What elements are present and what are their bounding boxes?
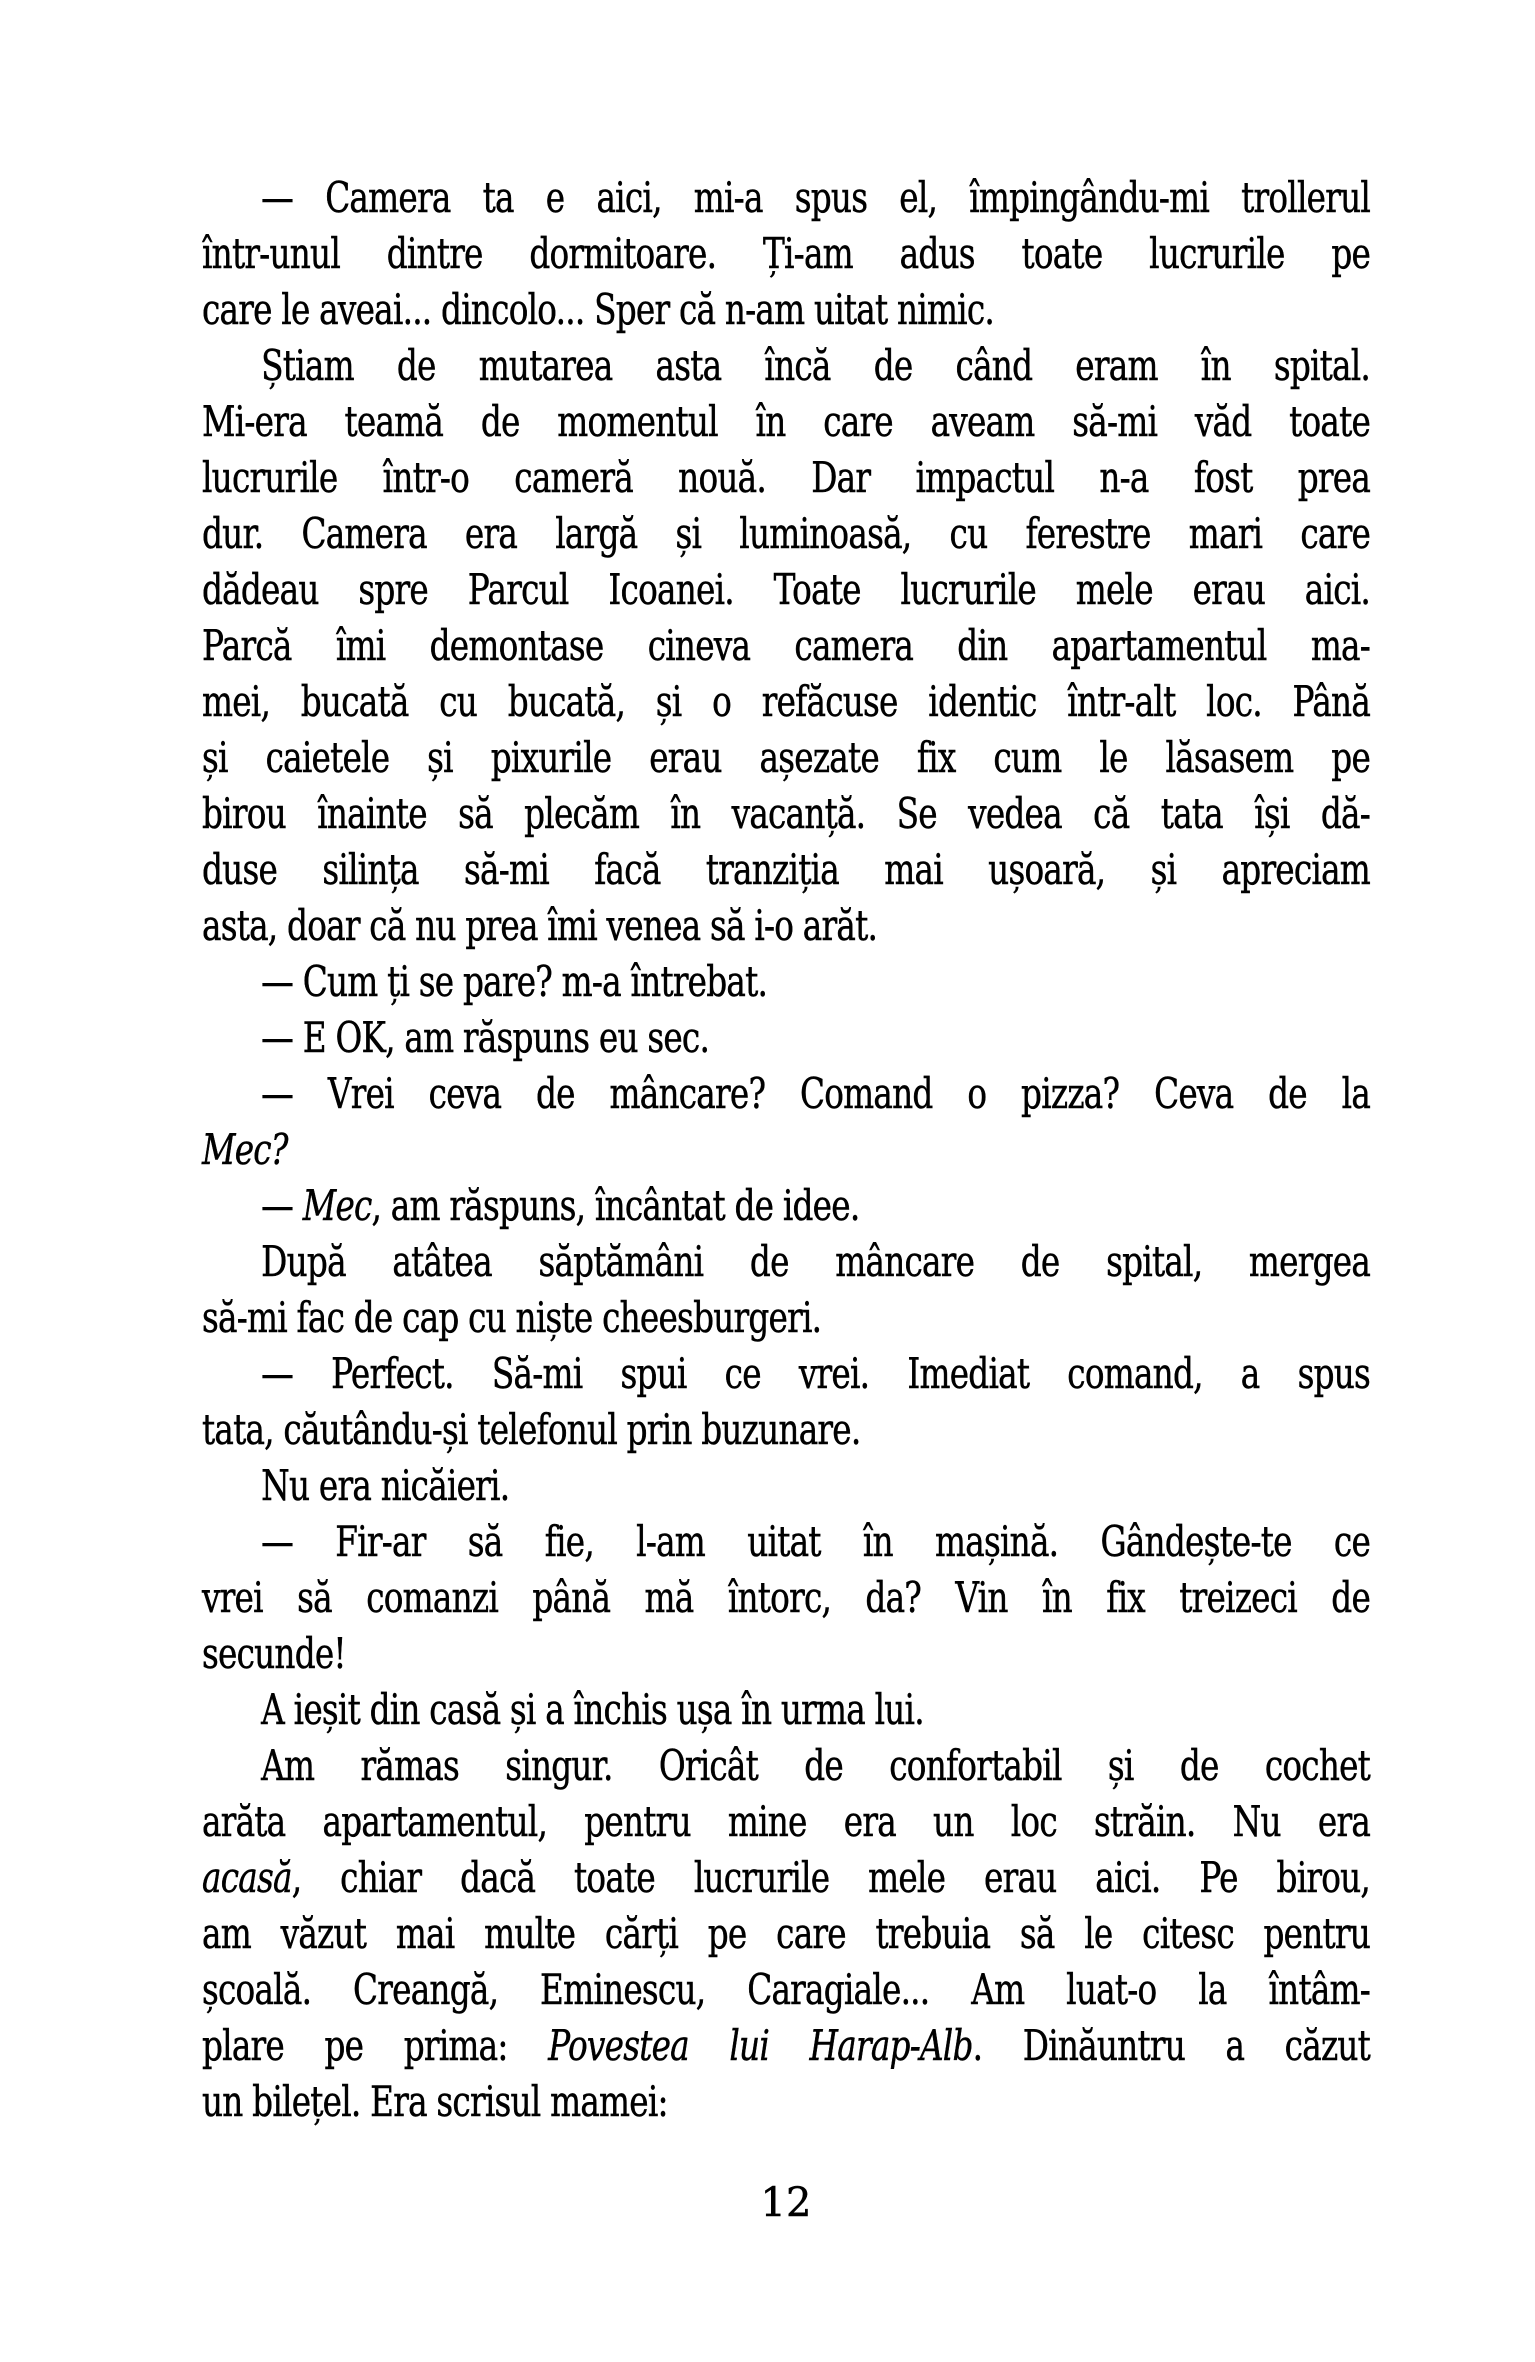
text-segment: — Vrei ceva de mâncare? Comand o pizza? Ceva de la [261,1069,1371,1118]
text-segment: arăta apartamentul, pentru mine era un loc străin. Nu era [202,1797,1371,1846]
text-line [202,1346,1370,1402]
text-line [202,1290,1370,1346]
text-line [202,674,1370,730]
text-line [202,1570,1370,1626]
text-line [202,730,1370,786]
text-segment: și caietele și pixurile erau așezate fix cum le lăsasem pe [202,733,1371,782]
text-line [202,1458,1370,1514]
text-segment: lucrurile într-o cameră nouă. Dar impactul n-a fost prea [202,453,1371,502]
text-line [202,2074,1370,2130]
text-line [202,1906,1370,1962]
text-segment: Mi-era teamă de momentul în care aveam să-mi văd toate [202,397,1371,446]
text-line [202,1626,1370,1682]
text-segment: să-mi fac de cap cu niște cheesburgeri. [202,1293,822,1342]
text-line [202,898,1370,954]
text-segment: Știam de mutarea asta încă de când eram în spital. [261,341,1371,390]
text-segment: — Fir-ar să fie, l-am uitat în mașină. Gândește-te ce [261,1517,1371,1566]
text-segment: — Camera ta e aici, mi-a spus el, împingându-mi trollerul [261,173,1371,222]
text-segment: — Perfect. Să-mi spui ce vrei. Imediat comand, a spus [261,1349,1371,1398]
text-segment: Povestea lui Harap-Alb [548,2021,973,2070]
text-line [202,1010,1370,1066]
page-text [202,170,1370,2130]
text-segment: dur. Camera era largă și luminoasă, cu ferestre mari care [202,509,1371,558]
text-segment: . Dinăuntru a căzut [972,2021,1371,2070]
text-segment: un bilețel. Era scrisul mamei: [202,2077,668,2126]
text-segment: Am rămas singur. Oricât de confortabil și de cochet [261,1741,1371,1790]
text-segment: asta, doar că nu prea îmi venea să i-o arăt. [202,901,878,950]
text-line [202,1514,1370,1570]
text-segment: vrei să comanzi până mă întorc, da? Vin în fix treizeci de [202,1573,1371,1622]
text-line [202,786,1370,842]
text-line [202,450,1370,506]
text-line [202,338,1370,394]
text-segment: , am răspuns, încântat de idee. [371,1181,860,1230]
text-segment: , chiar dacă toate lucrurile mele erau aici. Pe birou, [291,1853,1371,1902]
text-line [202,282,1370,338]
text-segment: Mec [302,1181,372,1230]
text-segment: — [261,1181,303,1230]
text-line [202,506,1370,562]
text-segment: acasă [202,1853,292,1902]
text-line [202,226,1370,282]
text-segment: A ieșit din casă și a închis ușa în urma lui. [261,1685,924,1734]
text-line [202,170,1370,226]
text-segment: secunde! [202,1629,346,1678]
text-segment: — Cum ți se pare? m-a întrebat. [261,957,768,1006]
text-segment: — E OK, am răspuns eu sec. [261,1013,710,1062]
text-segment: într-unul dintre dormitoare. Ți-am adus toate lucrurile pe [202,229,1371,278]
text-line [202,394,1370,450]
text-segment: birou înainte să plecăm în vacanță. Se vedea că tata își dă- [202,789,1371,838]
text-segment: plare pe prima: [202,2021,549,2070]
text-line [202,1402,1370,1458]
text-line [202,2018,1370,2074]
text-line [202,1234,1370,1290]
text-segment: Mec? [202,1125,288,1174]
text-line [202,562,1370,618]
text-line [202,1962,1370,2018]
text-segment: tata, căutându-și telefonul prin buzunare. [202,1405,861,1454]
text-line [202,1178,1370,1234]
text-segment: Parcă îmi demontase cineva camera din apartamentul ma- [202,621,1371,670]
text-segment: am văzut mai multe cărți pe care trebuia să le citesc pentru [202,1909,1371,1958]
text-segment: care le aveai... dincolo... Sper că n-am uitat nimic. [202,285,995,334]
text-segment: Nu era nicăieri. [261,1461,510,1510]
text-line [202,1738,1370,1794]
text-segment: școală. Creangă, Eminescu, Caragiale... Am luat-o la întâm- [202,1965,1371,2014]
text-segment: După atâtea săptămâni de mâncare de spital, mergea [261,1237,1371,1286]
text-line [202,618,1370,674]
text-segment: dădeau spre Parcul Icoanei. Toate lucrurile mele erau aici. [202,565,1371,614]
text-segment: duse silința să-mi facă tranziția mai ușoară, și apreciam [202,845,1371,894]
text-line [202,1794,1370,1850]
text-line [202,954,1370,1010]
page-number: 12 [760,2180,812,2226]
text-line [202,1066,1370,1122]
text-line [202,1682,1370,1738]
text-segment: mei, bucată cu bucată, și o refăcuse identic într-alt loc. Până [202,677,1371,726]
text-line [202,1122,1370,1178]
text-line [202,1850,1370,1906]
text-line [202,842,1370,898]
